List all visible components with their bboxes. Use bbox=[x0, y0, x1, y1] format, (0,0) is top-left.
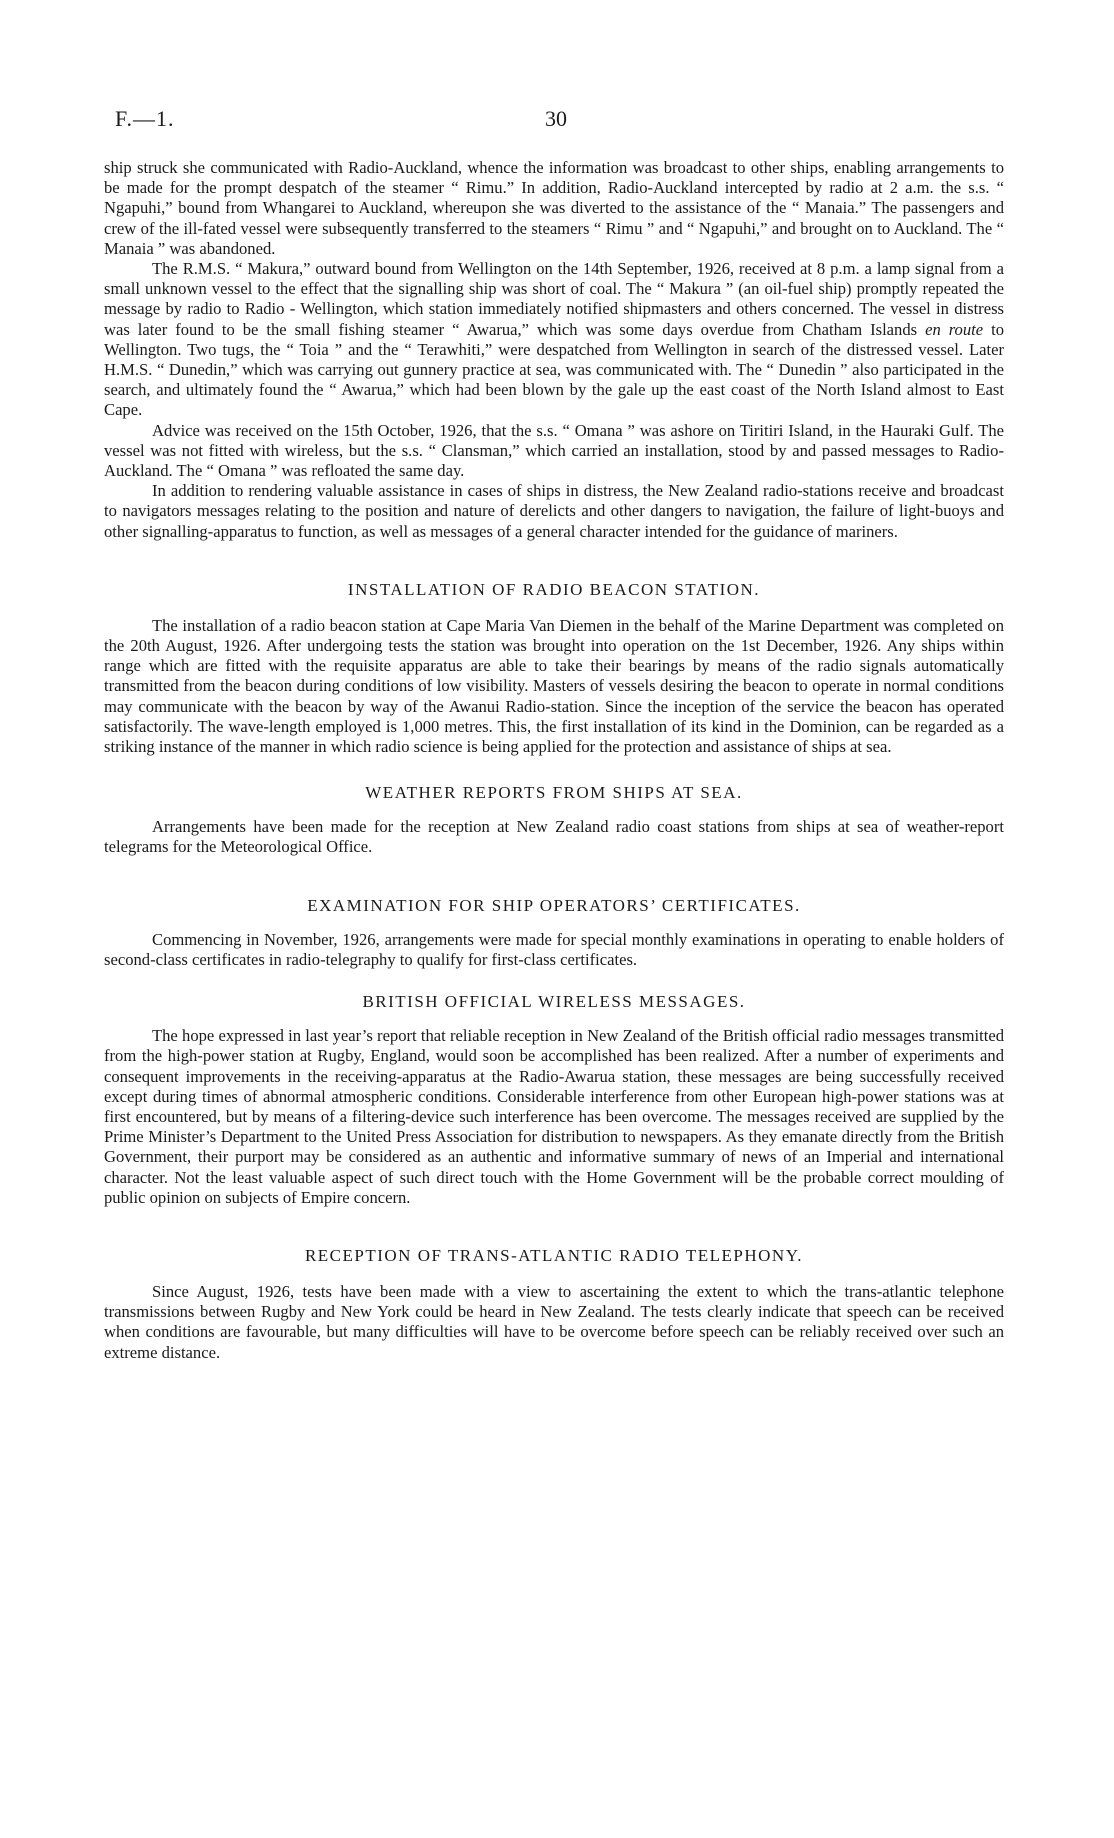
paragraph: Arrangements have been made for the reception at New Zealand radio coast stations from ships at sea of weather-report telegrams for the Meteorological Office. bbox=[104, 817, 1004, 857]
section-radio-telephony bbox=[104, 1246, 1004, 1363]
page-number: 30 bbox=[545, 106, 567, 131]
section-operator-exams bbox=[104, 896, 1004, 970]
section-british-messages bbox=[104, 992, 1004, 1208]
section-radio-beacon bbox=[104, 580, 1004, 757]
paragraph: Advice was received on the 15th October, 1926, that the s.s. “ Omana ” was ashore on Tiritiri Island, in the Hauraki Gulf. The vessel was not fitted with wireless, but the s.s. “ Clansman,” which carried an installation, stood by and passed messages to Radio-Auckland. The “ Omana ” was refloated the same day. bbox=[104, 420, 1004, 481]
paragraph: Since August, 1926, tests have been made with a view to ascertaining the extent to which the trans-atlantic telephone transmissions between Rugby and New York could be heard in New Zealand. The tests clearly indicate that speech can be received when conditions are favourable, but many difficulties will have to be overcome before speech can be reliably received over such an extreme distance. bbox=[104, 1281, 1004, 1362]
paragraph-text: The R.M.S. “ Makura,” outward bound from Wellington on the 14th September, 1926, received at 8 p.m. a lamp signal from a small unknown vessel to the effect that the signalling ship was short of coal. The “ Makura ” (an oil-fuel ship) promptly repeated the message by radio to Radio - Wellington, which station immediately notified shipmasters and others concerned. The vessel in distress was later found to be the small fishing steamer “ Awarua,” which was some days overdue from Chatham Islands bbox=[104, 259, 1004, 339]
section-intro bbox=[104, 158, 1004, 542]
paragraph: In addition to rendering valuable assistance in cases of ships in distress, the New Zealand radio-stations receive and broadcast to navigators messages relating to the position and nature of derelicts and other dangers to navigation, the failure of light-buoys and other signalling-apparatus to function, as well as messages of a general character intended for the guidance of mariners. bbox=[104, 481, 1004, 541]
section-heading: INSTALLATION OF RADIO BEACON STATION. bbox=[347, 579, 761, 599]
paragraph: The installation of a radio beacon station at Cape Maria Van Diemen in the behalf of the Marine Department was completed on the 20th August, 1926. After undergoing tests the station was brought into operation on the 1st December, 1926. Any ships within range which are fitted with the requisite apparatus are able to take their bearings by means of the radio signals automatically transmitted from the beacon during conditions of low visibility. Masters of vessels desiring the beacon to operate in normal conditions may communicate with the beacon by way of the Awanui Radio-station. Since the inception of the service the beacon has operated satisfactorily. The wave-length employed is 1,000 metres. This, the first installation of its kind in the Dominion, can be regarded as a striking instance of the manner in which radio science is being applied for the protection and assistance of ships at sea. bbox=[104, 615, 1004, 757]
italic-phrase: en route bbox=[925, 319, 984, 339]
paragraph bbox=[104, 259, 1004, 421]
paragraph: Commencing in November, 1926, arrangements were made for special monthly examinations in operating to enable holders of second-class certificates in radio-telegraphy to qualify for first-class certificates. bbox=[104, 929, 1004, 969]
paragraph: ship struck she communicated with Radio-Auckland, whence the information was broadcast to other ships, enabling arrangements to be made for the prompt despatch of the steamer “ Rimu.” In addition, Radio-Auckland intercepted by radio at 2 a.m. the s.s. “ Ngapuhi,” bound from Whangarei to Auckland, whereupon she was diverted to the assistance of the “ Manaia.” The passengers and crew of the ill-fated vessel were subsequently transferred to the steamers “ Rimu ” and “ Ngapuhi,” and brought on to Auckland. The “ Manaia ” was abandoned. bbox=[104, 158, 1004, 258]
paragraph-text: to Wellington. Two tugs, the “ Toia ” and the “ Terawhiti,” were despatched from Wellington in search of the distressed vessel. Later H.M.S. “ Dunedin,” which was carrying out gunnery practice at sea, was communicated with. The “ Dunedin ” also participated in the search, and ultimately found the “ Awarua,” which had been blown by the gale up the east coast of the North Island almost to East Cape. bbox=[104, 319, 1004, 420]
section-heading: BRITISH OFFICIAL WIRELESS MESSAGES. bbox=[362, 992, 746, 1012]
section-heading: RECEPTION OF TRANS-ATLANTIC RADIO TELEPHONY. bbox=[304, 1245, 804, 1265]
page-header bbox=[115, 106, 1005, 136]
section-heading: EXAMINATION FOR SHIP OPERATORS’ CERTIFICATES. bbox=[307, 895, 801, 915]
paragraph: The hope expressed in last year’s report that reliable reception in New Zealand of the British official radio messages transmitted from the high-power station at Rugby, England, would soon be accomplished has been realized. After a number of experiments and consequent improvements in the receiving-apparatus at the Radio-Awarua station, these messages are being successfully received except during times of abnormal atmospheric conditions. Considerable interference from other European high-power stations was at first encountered, but by means of a filtering-device such interference has been overcome. The messages received are supplied by the Prime Minister’s Department to the United Press Association for distribution to newspapers. As they emanate directly from the British Government, their purport may be considered as an authentic and informative summary of news of an Imperial and international character. Not the least valuable aspect of such direct touch with the Home Government will be the probable correct moulding of public opinion on subjects of Empire concern. bbox=[104, 1026, 1004, 1207]
report-reference: F.—1. bbox=[115, 106, 175, 131]
document-body bbox=[104, 158, 1004, 1363]
section-heading: WEATHER REPORTS FROM SHIPS AT SEA. bbox=[365, 783, 743, 803]
section-weather-reports bbox=[104, 783, 1004, 857]
